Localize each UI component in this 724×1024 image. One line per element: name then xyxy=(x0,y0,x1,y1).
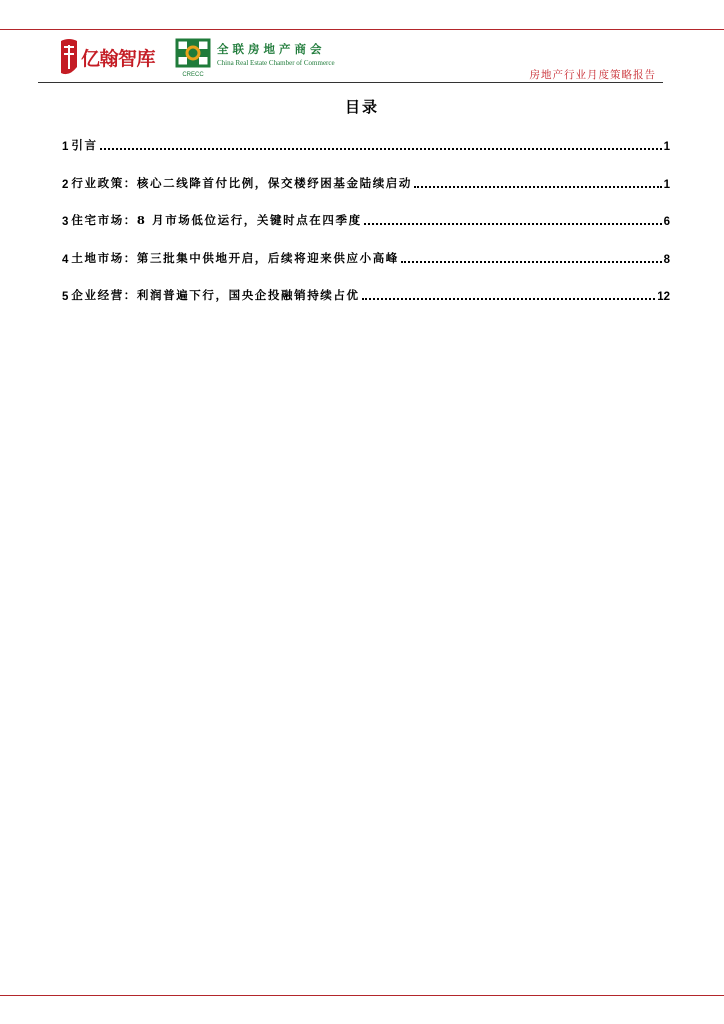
toc-entry-page: 6 xyxy=(663,216,670,228)
toc-entry-number: 3 xyxy=(62,216,69,228)
toc-title: 目录 xyxy=(344,98,379,116)
toc-entry-number: 5 xyxy=(62,291,69,303)
toc-entry[interactable] xyxy=(62,247,670,266)
crecc-logo-icon xyxy=(175,38,211,78)
toc-entry-title: 行业政策：核心二线降首付比例，保交楼纾困基金陆续启动 xyxy=(71,175,413,190)
toc-entry-page: 1 xyxy=(663,141,670,153)
toc-dot-leader xyxy=(414,185,662,188)
brand-right-cn: 全联房地产商会 xyxy=(217,42,326,56)
table-of-contents xyxy=(62,134,670,322)
toc-dot-leader xyxy=(362,297,656,300)
toc-entry-number: 2 xyxy=(62,178,69,191)
toc-entry[interactable] xyxy=(62,284,670,303)
page-header xyxy=(0,0,724,90)
toc-dot-leader xyxy=(364,222,662,225)
toc-dot-leader xyxy=(401,260,662,263)
header-rule xyxy=(38,82,663,83)
toc-entry-page: 12 xyxy=(657,291,670,303)
toc-entry-title: 住宅市场：8 月市场低位运行，关键时点在四季度 xyxy=(71,213,362,227)
toc-entry-number: 1 xyxy=(62,141,69,153)
toc-entry-number: 4 xyxy=(62,253,69,266)
brand-left: 亿翰智库 xyxy=(81,48,156,70)
footer-rule xyxy=(0,995,724,996)
toc-entry-page: 1 xyxy=(663,178,670,191)
toc-entry-title: 引言 xyxy=(71,138,98,152)
toc-entry-title: 企业经营：利润普遍下行，国央企投融销持续占优 xyxy=(71,288,360,302)
toc-entry-title: 土地市场：第三批集中供地开启，后续将迎来供应小高峰 xyxy=(71,250,399,265)
toc-dot-leader xyxy=(100,147,662,150)
toc-entry[interactable] xyxy=(62,209,670,228)
brand-right-en: China Real Estate Chamber of Commerce xyxy=(217,59,335,67)
report-type: 房地产行业月度策略报告 xyxy=(529,69,656,81)
toc-entry-page: 8 xyxy=(663,253,670,266)
toc-entry[interactable] xyxy=(62,134,670,153)
crecc-abbr: CRECC xyxy=(182,72,204,78)
toc-entry[interactable] xyxy=(62,172,670,191)
